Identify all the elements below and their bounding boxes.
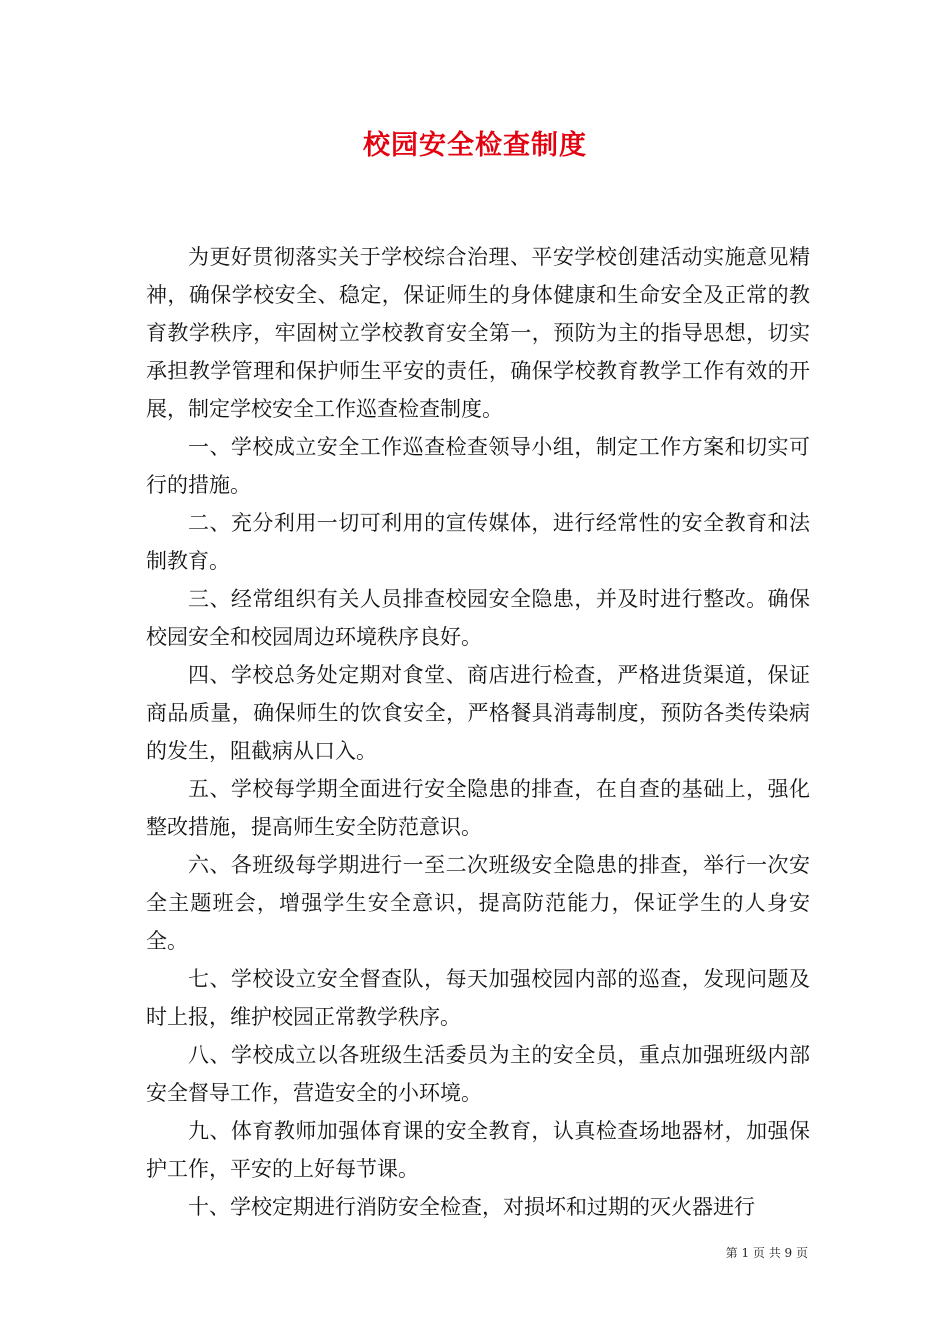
rule-paragraph-6: 六、各班级每学期进行一至二次班级安全隐患的排查，举行一次安全主题班会，增强学生安全意识，提高防范能力，保证学生的人身安全。	[146, 853, 810, 953]
rule-paragraph-10: 十、学校定期进行消防安全检查，对损坏和过期的灭火器进行	[188, 1195, 755, 1219]
rule-paragraph-9: 九、体育教师加强体育课的安全教育，认真检查场地器材，加强保护工作，平安的上好每节课。	[146, 1119, 810, 1181]
rule-paragraph-1: 一、学校成立安全工作巡查检查领导小组，制定工作方案和切实可行的措施。	[146, 435, 810, 497]
rule-paragraph-3: 三、经常组织有关人员排查校园安全隐患，并及时进行整改。确保校园安全和校园周边环境秩序良好。	[146, 587, 810, 649]
document-body	[146, 238, 810, 1226]
rule-paragraph-5: 五、学校每学期全面进行安全隐患的排查，在自查的基础上，强化整改措施，提高师生安全防范意识。	[146, 777, 810, 839]
rule-paragraph-4: 四、学校总务处定期对食堂、商店进行检查，严格进货渠道，保证商品质量，确保师生的饮食安全，严格餐具消毒制度，预防各类传染病的发生，阻截病从口入。	[146, 663, 810, 763]
page-number-footer: 第 1 页 共 9 页	[725, 1246, 808, 1260]
rule-paragraph-8: 八、学校成立以各班级生活委员为主的安全员，重点加强班级内部安全督导工作，营造安全的小环境。	[146, 1043, 810, 1105]
rule-paragraph-7: 七、学校设立安全督查队，每天加强校园内部的巡查，发现问题及时上报，维护校园正常教学秩序。	[146, 967, 810, 1029]
document-title: 校园安全检查制度	[363, 130, 587, 161]
intro-paragraph: 为更好贯彻落实关于学校综合治理、平安学校创建活动实施意见精神，确保学校安全、稳定，保证师生的身体健康和生命安全及正常的教育教学秩序，牢固树立学校教育安全第一，预防为主的指导思想，切实承担教学管理和保护师生平安的责任，确保学校教育教学工作有效的开展，制定学校安全工作巡查检查制度。	[146, 245, 810, 421]
rule-paragraph-2: 二、充分利用一切可利用的宣传媒体，进行经常性的安全教育和法制教育。	[146, 511, 810, 573]
